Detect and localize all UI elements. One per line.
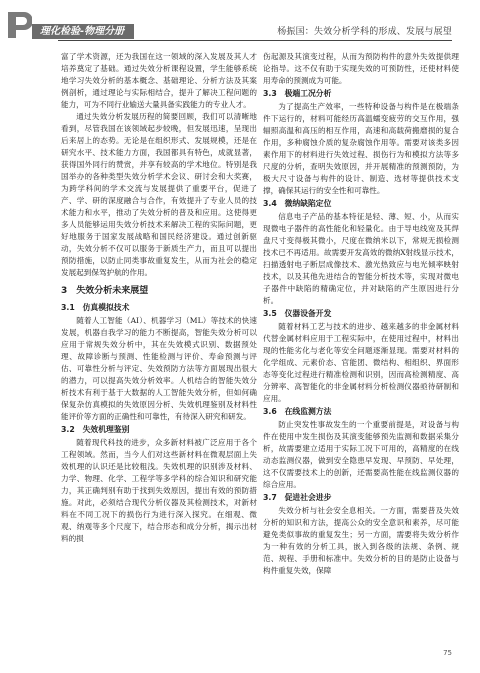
running-title: 杨振国：失效分析学科的形成、发展与展望: [277, 27, 452, 37]
subsection-heading: 3.6 在线监测方法: [263, 407, 332, 416]
subsection-heading: 3.5 仪器设备开发: [263, 309, 332, 318]
page-header: [0, 0, 480, 44]
subsection-heading: 3.2 失效机理鉴别: [61, 425, 130, 434]
right-column: [263, 51, 459, 577]
journal-logo-text: 理化检验-物理分册: [32, 24, 134, 39]
page-number: 75: [443, 649, 452, 657]
section-heading: 3 失效分析未来展望: [61, 286, 149, 296]
paragraph: 为了提高生产效率，一些特种设备与构件是在极端条件下运行的，材料可能经历高温蠕变疲劳的交互作用，强辐照高温和高压的相互作用，高速和高载荷搬磨损的复合作用，多种腐蚀介质的复杂腐蚀作用等。需要对该类多因素作用下的材料进行失效过程、损伤行为和模拟方法等多尺度的分析，查明失效原因，并开展精准的预测预防，为极大尺寸设备与构件的设计、制造、选材等提供技术支撑，确保其运行的安全性和可靠性。: [263, 102, 459, 195]
paragraph: 随着现代科技的进步，众多新材料被广泛应用于各个工程领域。然而，当今人们对这些新材料在微观层面上失效机理的认识还是比较粗浅。失效机理的识别涉及材料、力学、物理、化学、工程学等多学科的综合知识和研究能力，其正确判别有助于找到失效原因，提出有效的预防措施。对此，必须结合现代分析仪器及其检测技术，对新材料在不同工况下的损伤行为进行深入探究。在细观、微观、纳观等多个尺度下，结合形态和成分分析，揭示出材料的损: [61, 438, 257, 543]
subsection-heading: 3.1 仿真模拟技术: [61, 303, 130, 312]
subsection-heading: 3.7 促进社会进步: [263, 493, 332, 502]
paragraph: 失效分析与社会安全息相关。一方面，需要普及失效分析的知识和方法，提高公众的安全意识和素养，尽可能避免类似事故的重复发生；另一方面，需要将失效分析作为一种有效的分析工具，嵌入到各级的法规、条例、规范、规程、手册和标准中。失效分析的目的是防止设备与构件重复失效，保障: [263, 506, 459, 575]
header-divider: [58, 40, 452, 41]
paragraph: 防止突发性事故发生的一个重要前提是，对设备与构件在使用中发生损伤及其演变能够预先监测和数据采集分析，故需要建立适用于实际工况下可用的，高精度的在线动态监测仪器，做到安全隐患早发现、早预防、早处理，这不仅需要技术上的创新，还需要高性能在线监测仪器的综合应用。: [263, 420, 459, 489]
paragraph: 富了学术资源，还为我国在这一领域的深入发展及其人才培养奠定了基础。通过失效分析课程设置，学生能够系统地学习失效分析的基本概念、基础理论、分析方法及其案例剖析，通过理论与实际相结合，提升了解决工程问题的能力，可为不同行业输送大量具备实践能力的专业人才。: [61, 52, 257, 109]
paragraph: 随着人工智能（AI）、机器学习（ML）等技术的快速发展，机器自我学习的能力不断提高，智能失效分析可以应用于常规失效分析中，其在失效模式识别、数据预处理、故障诊断与预测、性能检测与评价、寿命预测与评估、可靠性分析与评定、失效预防方法等方面展现出很大的潜力，可以提高失效分析效率。人机结合的智能失效分析技术有利于基于大数据的人工智能失效分析，但如何确保复杂仿真模拟的失效原因分析、失效机理鉴别及材料性能评价等方面的正确性和可靠性，有待深入研究和研发。: [61, 316, 257, 421]
paragraph: 随着材料工艺与技术的进步、越来越多的非金属材料代替金属材料应用于工程实际中，在使用过程中，材料出现的性能劣化与老化等安全问题逐渐显现。需要对材料的化学组成、元素价态、官能团、微结构、相组织、界面形态等变化过程进行精准检测和识别，因而高检测精度、高分辨率、高智能化的非金属材料分析检测仪器亟待研制和应用。: [263, 322, 459, 403]
journal-logo: [0, 10, 170, 40]
journal-p-logo-icon: [6, 10, 32, 40]
paragraph: 信息电子产品的基本特征是轻、薄、短、小，从而实现微电子器件的高性能化和轻量化。由于导电线宽及其焊盘尺寸变得极其微小，尺度在微纳米以下，常规无损检测技术已不再适用。故需要开发高效的微纳X射线显示技术，扫描透射电子断层成像技术、激光热致应与电光倾率映射技术，以及其他先进结合的智能分析技术等，实现对微电子器件中缺陷的精确定位，并对缺陷的产生原因进行分析。: [263, 212, 459, 305]
left-column: [61, 51, 257, 545]
subsection-heading: 3.4 微纳缺陷定位: [263, 199, 332, 208]
subsection-heading: 3.3 极端工况分析: [263, 89, 332, 98]
paragraph: 通过失效分析发展历程的简要回顾，我们可以清晰地看到，尽管我国在该领域起步较晚，但发展迅速，呈现出后来居上的态势。无论是在组织形式、发展规模，还是在研究水平、技术能力方面，我国都具有特色，成就显著，获得国外同行的赞赏，并享有较高的学术地位。特别是我国举办的各种类型失效分析学术会议、研讨会和大奖赛，为跨学科间的学术交流与发展提供了重要平台，促进了产、学、研的深度融合与合作，有效提升了专业人员的技术能力和水平，推动了失效分析的普及和应用。这使得更多人员能够运用失效分析技术来解决工程的实际问题，更好地服务于国家发展战略和国民经济建设。通过创新驱动，失效分析不仅可以服务于新质生产力，而且可以提出预防措施，以防止同类事故重复发生，从而为社会的稳定发展起到保驾护航的作用。: [61, 112, 257, 277]
paragraph: 伤起源及其演变过程，从而为预防构件的意外失效提供理论指导。这不仅有助于实现失效的可预防性，还使材料使用寿命的预测成为可能。: [263, 52, 459, 85]
